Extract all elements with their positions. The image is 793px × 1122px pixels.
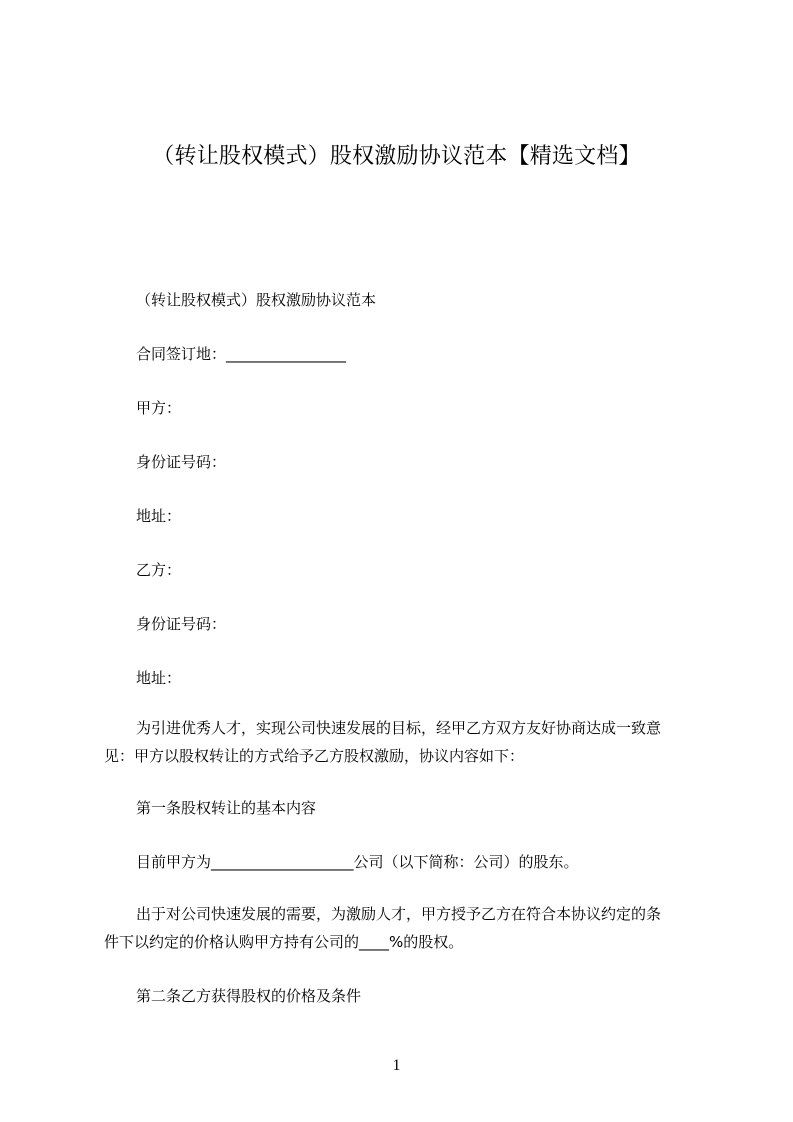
intro-paragraph: [104, 714, 712, 770]
article-1-heading: 第一条股权转让的基本内容: [136, 799, 317, 817]
grant-line-1: 出于对公司快速发展的需要，为激励人才，甲方授予乙方在符合本协议约定的条: [136, 905, 662, 923]
current-shareholder-line: 目前甲方为___________________公司（以下简称：公司）的股东。: [136, 853, 579, 871]
party-a-id-label: 身份证号码：: [136, 453, 227, 471]
grant-line-2: 件下以约定的价格认购甲方持有公司的____%的股权。: [104, 933, 464, 951]
intro-line-2: 见：甲方以股权转让的方式给予乙方股权激励，协议内容如下：: [104, 747, 525, 765]
document-title: （转让股权模式）股权激励协议范本【精选文档】: [152, 144, 641, 169]
intro-line-1: 为引进优秀人才，实现公司快速发展的目标，经甲乙方双方友好协商达成一致意: [136, 719, 662, 737]
page-number: 1: [392, 1057, 401, 1074]
party-b-address-label: 地址：: [136, 669, 182, 687]
party-a-label: 甲方：: [136, 399, 182, 417]
party-b-label: 乙方：: [136, 561, 182, 579]
subtitle: （转让股权模式）股权激励协议范本: [136, 291, 377, 309]
article-2-heading: 第二条乙方获得股权的价格及条件: [136, 987, 362, 1005]
party-b-id-label: 身份证号码：: [136, 615, 227, 633]
grant-paragraph: [104, 900, 712, 956]
party-a-address-label: 地址：: [136, 507, 182, 525]
sign-place-field: 合同签订地：________________: [136, 345, 347, 363]
